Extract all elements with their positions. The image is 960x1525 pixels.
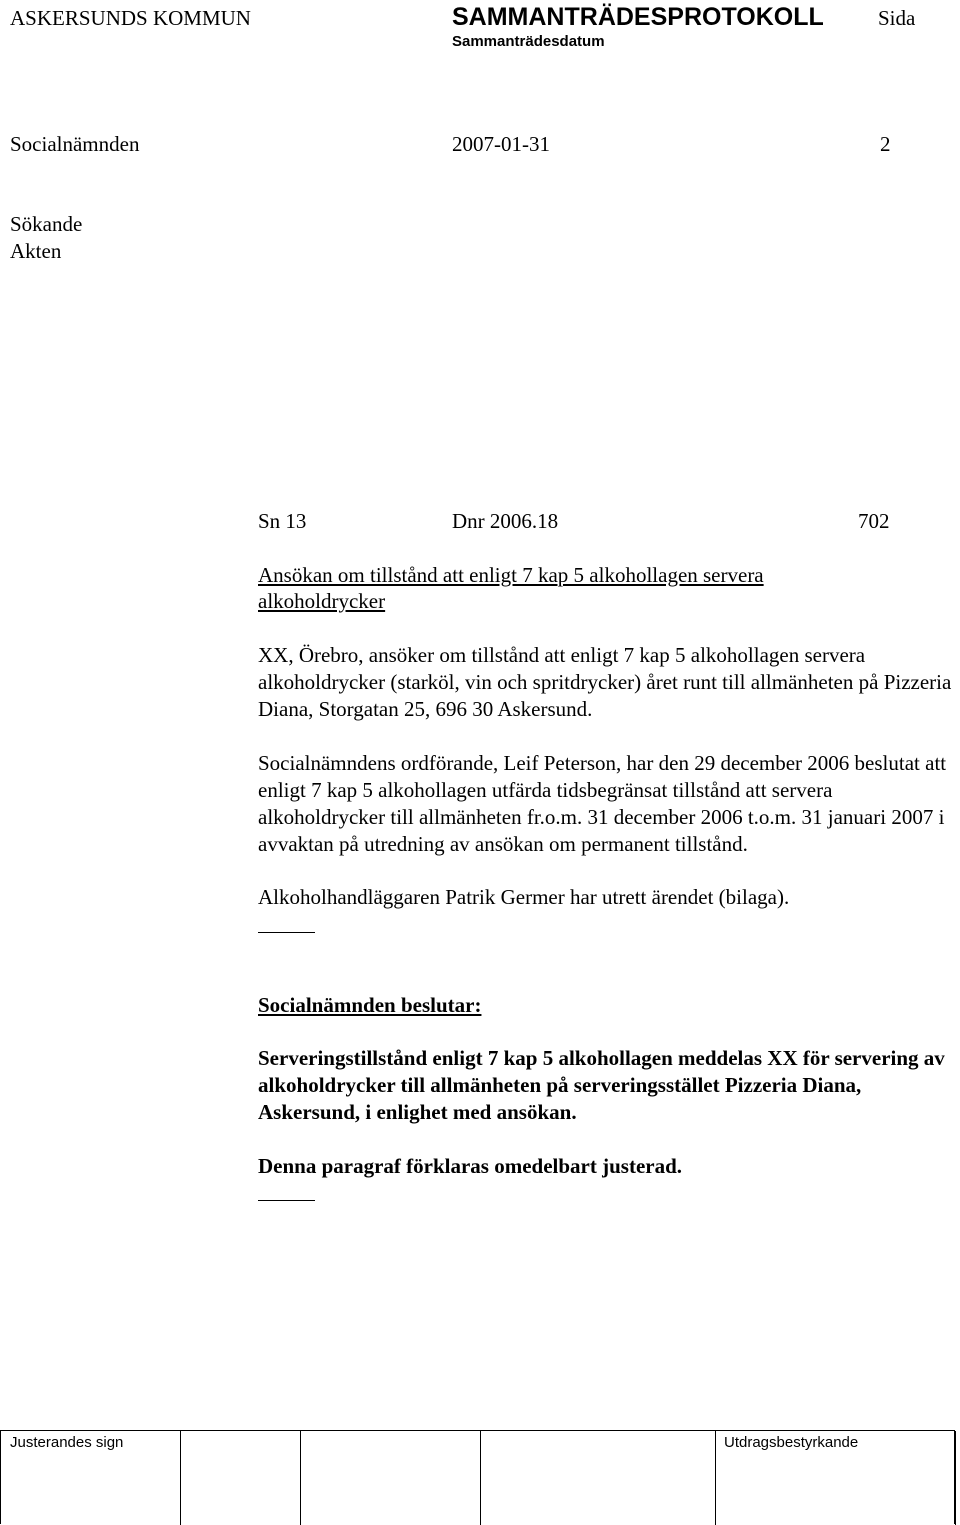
paragraph-investigation: Alkoholhandläggaren Patrik Germer har utrett ärendet (bilaga). [258,885,790,909]
page-number: 2 [880,132,891,156]
paragraph-chair-decision: Socialnämndens ordförande, Leif Peterson, har den 29 december 2006 beslutat att enligt 7 kap 5 alkohollagen utfärda tidsbegränsat tillstånd att servera alkoholdrycker till allmänheten fr.o.m. 31 december 2006 t.o.m. 31 januari 2007 i avvaktan på utredning av ansökan om permanent tillstånd. [258,751,947,856]
signature-cell [181,1431,301,1525]
signature-cell [301,1431,481,1525]
document-type: SAMMANTRÄDESPROTOKOLL [452,3,824,31]
municipality-name: ASKERSUNDS KOMMUN [10,6,251,30]
extract-certification-cell [716,1431,956,1525]
justification-note: Denna paragraf förklaras omedelbart justerad. [258,1154,683,1178]
distribution-item: Sökande [10,212,83,236]
separator-line [258,1200,315,1201]
diary-number: Dnr 2006.18 [452,509,559,533]
paragraph-application: XX, Örebro, ansöker om tillstånd att enligt 7 kap 5 alkohollagen servera alkoholdrycker (starköl, vin och spritdrycker) året runt till allmänheten på Pizzeria Diana, Storgatan 25, 696 30 Askersund. [258,643,952,721]
meeting-date-label: Sammanträdesdatum [452,33,605,50]
signature-table [0,1430,955,1524]
signature-cell [481,1431,716,1525]
page-label: Sida [878,6,916,30]
utdragsbestyrkande-label: Utdragsbestyrkande [724,1434,859,1451]
decision-heading: Socialnämnden beslutar: [258,993,482,1017]
decision-text: Serveringstillstånd enligt 7 kap 5 alkohollagen meddelas XX för servering av alkoholdrycker till allmänheten på serveringsstället Pizzeria Diana, Askersund, i enlighet med ansökan. [258,1046,945,1124]
justerandes-sign-label: Justerandes sign [10,1434,124,1451]
separator-line [258,932,315,933]
distribution-item: Akten [10,239,62,263]
committee-name: Socialnämnden [10,132,140,156]
section-number: Sn 13 [258,509,307,533]
item-title: Ansökan om tillstånd att enligt 7 kap 5 alkohollagen servera alkoholdrycker [258,563,764,613]
item-number: 702 [858,509,890,533]
meeting-date: 2007-01-31 [452,132,550,156]
signature-cell [1,1431,181,1525]
